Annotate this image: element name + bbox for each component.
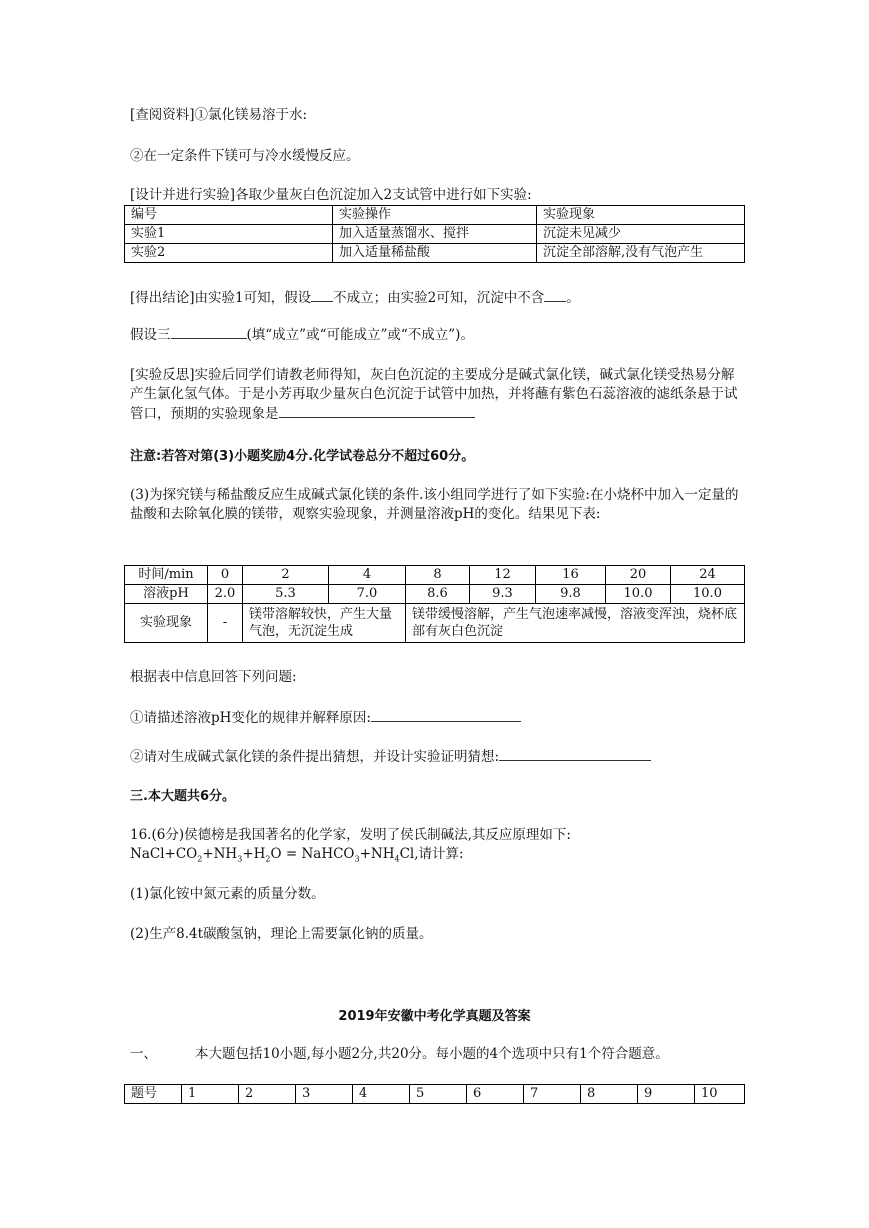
- time-label: 时间/min: [125, 566, 208, 585]
- equation-part: +H: [242, 846, 266, 862]
- phenomenon-cell-0: -: [208, 604, 243, 643]
- design-line: [设计并进行实验]各取少量灰白色沉淀加入2支试管中进行如下实验:: [130, 187, 532, 203]
- bonus-note: 注意:若答对第(3)小题奖励4分.化学试卷总分不超过60分。: [130, 449, 475, 464]
- info-line-1: [查阅资料]①氯化镁易溶于水:: [130, 107, 308, 123]
- exp-header-number: 编号: [125, 206, 333, 225]
- conclusion-line: [130, 288, 750, 308]
- phenomenon-cell-late: 镁带缓慢溶解，产生气泡速率减慢，溶液变浑浊，烧杯底部有灰白色沉淀: [406, 604, 745, 643]
- equation-part: NaCl+CO: [130, 846, 198, 862]
- answer-num-cell: 4: [353, 1085, 410, 1104]
- section-1-text: 本大题包括10小题,每小题2分,共20分。每小题的4个选项中只有1个符合题意。: [195, 1046, 669, 1062]
- equation-line: [130, 845, 750, 864]
- equation-part: +NH: [359, 846, 395, 862]
- answer-label: 题号: [125, 1085, 182, 1104]
- ph-cell: 10.0: [671, 585, 745, 604]
- conclusion-text-a: [得出结论]由实验1可知，假设: [130, 290, 312, 306]
- question-16: 16.(6分)侯德榜是我国著名的化学家，发明了侯氏制碱法,其反应原理如下:: [130, 827, 571, 843]
- exp1-phenomenon: 沉淀未见减少: [537, 225, 745, 244]
- equation-part: Cl,: [399, 846, 419, 862]
- ph-cell: 5.3: [243, 585, 329, 604]
- reflection-text: [实验反思]实验后同学们请教老师得知，灰白色沉淀的主要成分是碱式氯化镁，碱式氯化镁受热易分解产生氯化氢气体。于是小芳再取少量灰白色沉淀于试管中加热，并将蘸有紫色石蕊溶液的滤纸条悬于试管口，预期的实验现象是: [130, 367, 738, 422]
- ph-cell: 9.8: [536, 585, 606, 604]
- conclusion-text-c: 。: [566, 290, 580, 306]
- exam-title: 2019年安徽中考化学真题及答案: [338, 1009, 531, 1024]
- answer-table: [124, 1084, 745, 1104]
- section-1-number: 一、: [130, 1046, 157, 1062]
- time-cell: 8: [406, 566, 470, 585]
- equation-tail: 请计算:: [418, 846, 464, 862]
- exp-header-operation: 实验操作: [333, 206, 537, 225]
- blank-expected-phenomenon[interactable]: [279, 404, 475, 418]
- blank-hypothesis[interactable]: [311, 288, 333, 302]
- section-3-heading: 三.本大题共6分。: [130, 789, 235, 804]
- ph-cell: 7.0: [329, 585, 406, 604]
- equation-subscript: 2: [265, 854, 271, 864]
- equation-subscript: 3: [354, 854, 360, 864]
- answer-num-cell: 8: [581, 1085, 638, 1104]
- equation-subscript: 3: [237, 854, 243, 864]
- exp-header-phenomenon: 实验现象: [537, 206, 745, 225]
- equation-part: O = NaHCO: [270, 846, 355, 862]
- answer-num-cell: 10: [695, 1085, 745, 1104]
- answer-num-cell: 1: [182, 1085, 239, 1104]
- equation-subscript: 4: [394, 854, 400, 864]
- time-cell: 2: [243, 566, 329, 585]
- exp1-operation: 加入适量蒸馏水、搅拌: [333, 225, 537, 244]
- question-ph-trend: [130, 708, 750, 728]
- info-line-2: ②在一定条件下镁可与冷水缓慢反应。: [130, 148, 360, 164]
- table-row: [125, 225, 745, 244]
- time-cell: 20: [606, 566, 671, 585]
- exp2-phenomenon: 沉淀全部溶解,没有气泡产生: [537, 244, 745, 263]
- question-16-part-1: (1)氯化铵中氮元素的质量分数。: [130, 886, 325, 902]
- table-row: [125, 566, 745, 585]
- table-row: [125, 604, 745, 643]
- hypothesis3-line: [130, 325, 750, 345]
- blank-hypothesis3[interactable]: [171, 325, 247, 339]
- question-guess: [130, 747, 750, 767]
- answer-num-cell: 2: [239, 1085, 296, 1104]
- ph-cell: 9.3: [470, 585, 536, 604]
- answer-num-cell: 7: [524, 1085, 581, 1104]
- ph-cell: 8.6: [406, 585, 470, 604]
- answer-num-cell: 3: [296, 1085, 353, 1104]
- equation-subscript: 2: [197, 854, 203, 864]
- ph-cell: 2.0: [208, 585, 243, 604]
- hypothesis3-label: 假设三: [130, 327, 171, 343]
- exp2-operation: 加入适量稀盐酸: [333, 244, 537, 263]
- exp2-number: 实验2: [125, 244, 333, 263]
- ph-label: 溶液pH: [125, 585, 208, 604]
- question-guess-text: ②请对生成碱式氯化镁的条件提出猜想，并设计实验证明猜想:: [130, 749, 500, 765]
- question-3: (3)为探究镁与稀盐酸反应生成碱式氯化镁的条件.该小组同学进行了如下实验:在小烧杯中加入一定量的盐酸和去除氧化膜的镁带，观察实验现象，并测量溶液pH的变化。结果见下表:: [130, 487, 739, 522]
- experiment-table: [124, 205, 745, 263]
- blank-guess-answer[interactable]: [499, 747, 651, 761]
- ph-cell: 10.0: [606, 585, 671, 604]
- ph-table: [124, 565, 745, 643]
- exp1-number: 实验1: [125, 225, 333, 244]
- blank-ph-answer[interactable]: [371, 708, 521, 722]
- table-row: [125, 244, 745, 263]
- blank-substance[interactable]: [544, 288, 566, 302]
- hypothesis3-hint: (填“成立”或“可能成立”或“不成立”)。: [246, 327, 474, 343]
- answer-num-cell: 9: [638, 1085, 695, 1104]
- section-1-heading: [130, 1045, 750, 1064]
- time-cell: 0: [208, 566, 243, 585]
- time-cell: 24: [671, 566, 745, 585]
- question-16-part-2: (2)生产8.4t碳酸氢钠，理论上需要氯化钠的质量。: [130, 926, 433, 942]
- phenomenon-cell-early: 镁带溶解较快，产生大量气泡，无沉淀生成: [243, 604, 406, 643]
- answer-intro: 根据表中信息回答下列问题:: [130, 669, 297, 685]
- time-cell: 4: [329, 566, 406, 585]
- question-ph-text: ①请描述溶液pH变化的规律并解释原因:: [130, 710, 371, 726]
- time-cell: 16: [536, 566, 606, 585]
- time-cell: 12: [470, 566, 536, 585]
- equation-part: +NH: [202, 846, 238, 862]
- table-row: [125, 585, 745, 604]
- conclusion-text-b: 不成立；由实验2可知，沉淀中不含: [333, 290, 545, 306]
- phenomenon-label: 实验现象: [125, 604, 208, 643]
- answer-num-cell: 5: [410, 1085, 467, 1104]
- table-row: [125, 1085, 745, 1104]
- answer-num-cell: 6: [467, 1085, 524, 1104]
- reflection-paragraph: [130, 366, 742, 424]
